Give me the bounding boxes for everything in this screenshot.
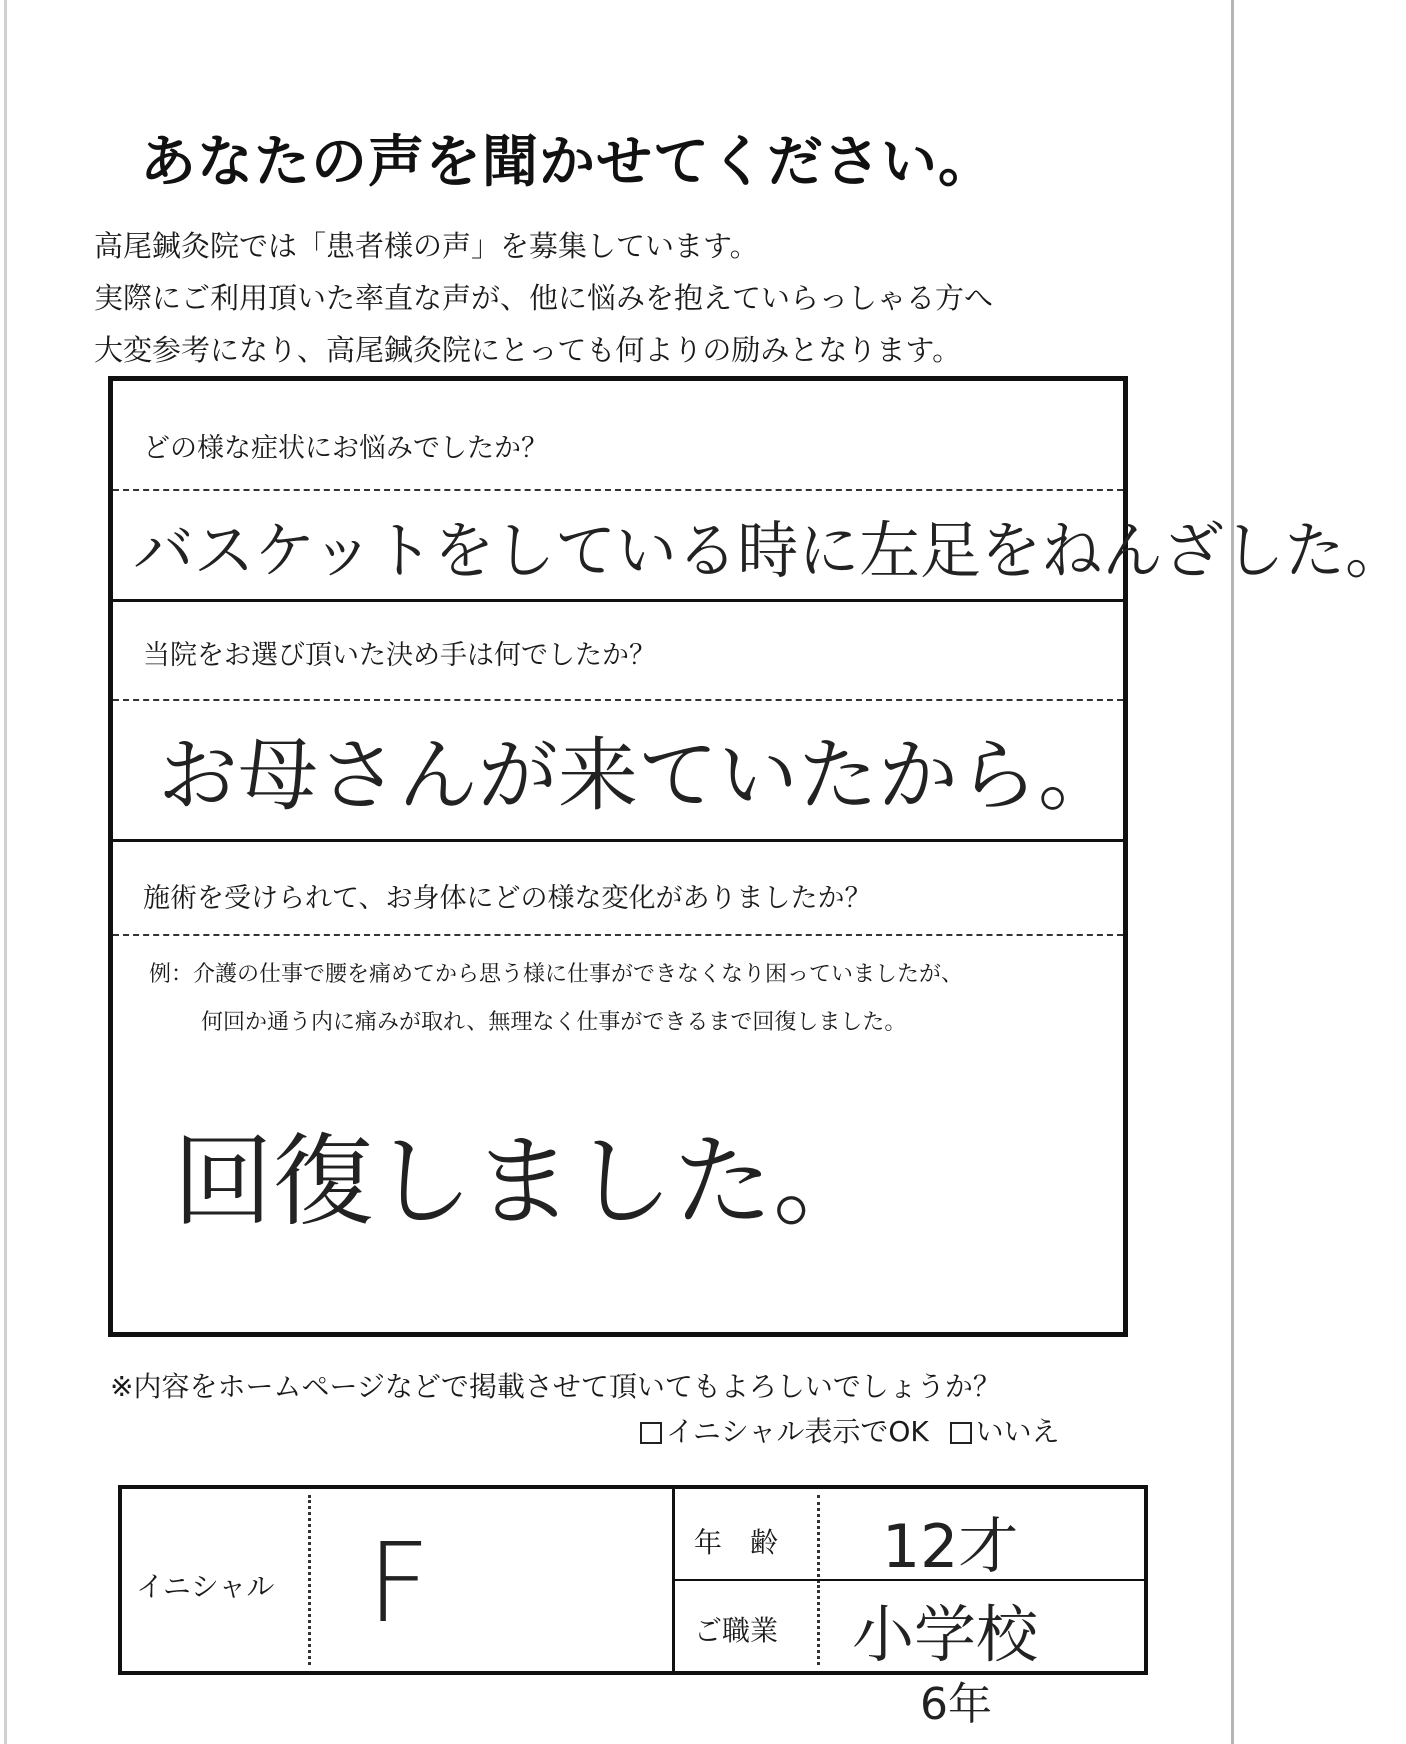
- age-label: 年 齢: [694, 1526, 779, 1559]
- occupation-value: 小学校: [852, 1598, 1039, 1671]
- divider-dashed: [113, 699, 1123, 701]
- questionnaire-box: [108, 376, 1406, 1337]
- checkbox-no[interactable]: [950, 1422, 972, 1444]
- intro-line: 実際にご利用頂いた率直な声が、他に悩みを抱えていらっしゃる方へ: [94, 281, 994, 315]
- consent-question: ※内容をホームページなどで掲載させて頂いてもよろしいでしょうか？: [110, 1370, 1001, 1403]
- divider-solid: [113, 599, 1123, 602]
- occupation-label: ご職業: [694, 1614, 779, 1647]
- divider-dotted: [308, 1495, 311, 1665]
- divider-dotted: [817, 1495, 820, 1583]
- answer-symptom: バスケットをしている時に左足をねんざした。: [133, 514, 1406, 587]
- intro-text: [94, 220, 1144, 376]
- divider-dotted: [817, 1585, 820, 1665]
- occupation-sub: 6年: [920, 1679, 992, 1730]
- intro-line: 高尾鍼灸院では「患者様の声」を募集しています。: [94, 229, 759, 263]
- question-symptom: どの様な症状にお悩みでしたか？: [143, 433, 548, 464]
- page-title: あなたの声を聞かせてください。: [140, 130, 995, 195]
- page-edge-left: [4, 0, 7, 1744]
- divider-dashed: [113, 934, 1123, 936]
- consent-option-no[interactable]: [950, 1410, 1060, 1450]
- option-no-label: いいえ: [975, 1415, 1060, 1448]
- age-value: 12才: [882, 1512, 1019, 1582]
- example-line: 例：介護の仕事で腰を痛めてから思う様に仕事ができなくなり困っていましたが、: [149, 962, 964, 987]
- divider-solid: [113, 839, 1123, 842]
- question-reason: 当院をお選び頂いた決め手は何でしたか？: [143, 640, 656, 671]
- intro-line: 大変参考になり、高尾鍼灸院にとっても何よりの励みとなります。: [94, 333, 962, 367]
- initial-label: イニシャル: [136, 1570, 275, 1603]
- checkbox-initial[interactable]: [640, 1422, 662, 1444]
- answer-reason: お母さんが来ていたから。: [158, 729, 1118, 822]
- consent-option-initial[interactable]: [640, 1410, 929, 1450]
- divider-dashed: [113, 489, 1123, 491]
- question-change: 施術を受けられて、お身体にどの様な変化がありましたか？: [143, 883, 872, 914]
- option-initial-label: イニシャル表示でOK: [666, 1415, 929, 1448]
- info-table: [118, 1485, 1148, 1675]
- example-text: [149, 951, 963, 1047]
- divider-solid: [672, 1579, 1144, 1581]
- example-line: 何回か通う内に痛みが取れ、無理なく仕事ができるまで回復しました。: [201, 1010, 907, 1035]
- page-edge-right: [1231, 0, 1234, 1744]
- answer-change: 回復しました。: [173, 1123, 873, 1240]
- initial-value: F: [367, 1519, 431, 1647]
- consent-options: [640, 1410, 1072, 1450]
